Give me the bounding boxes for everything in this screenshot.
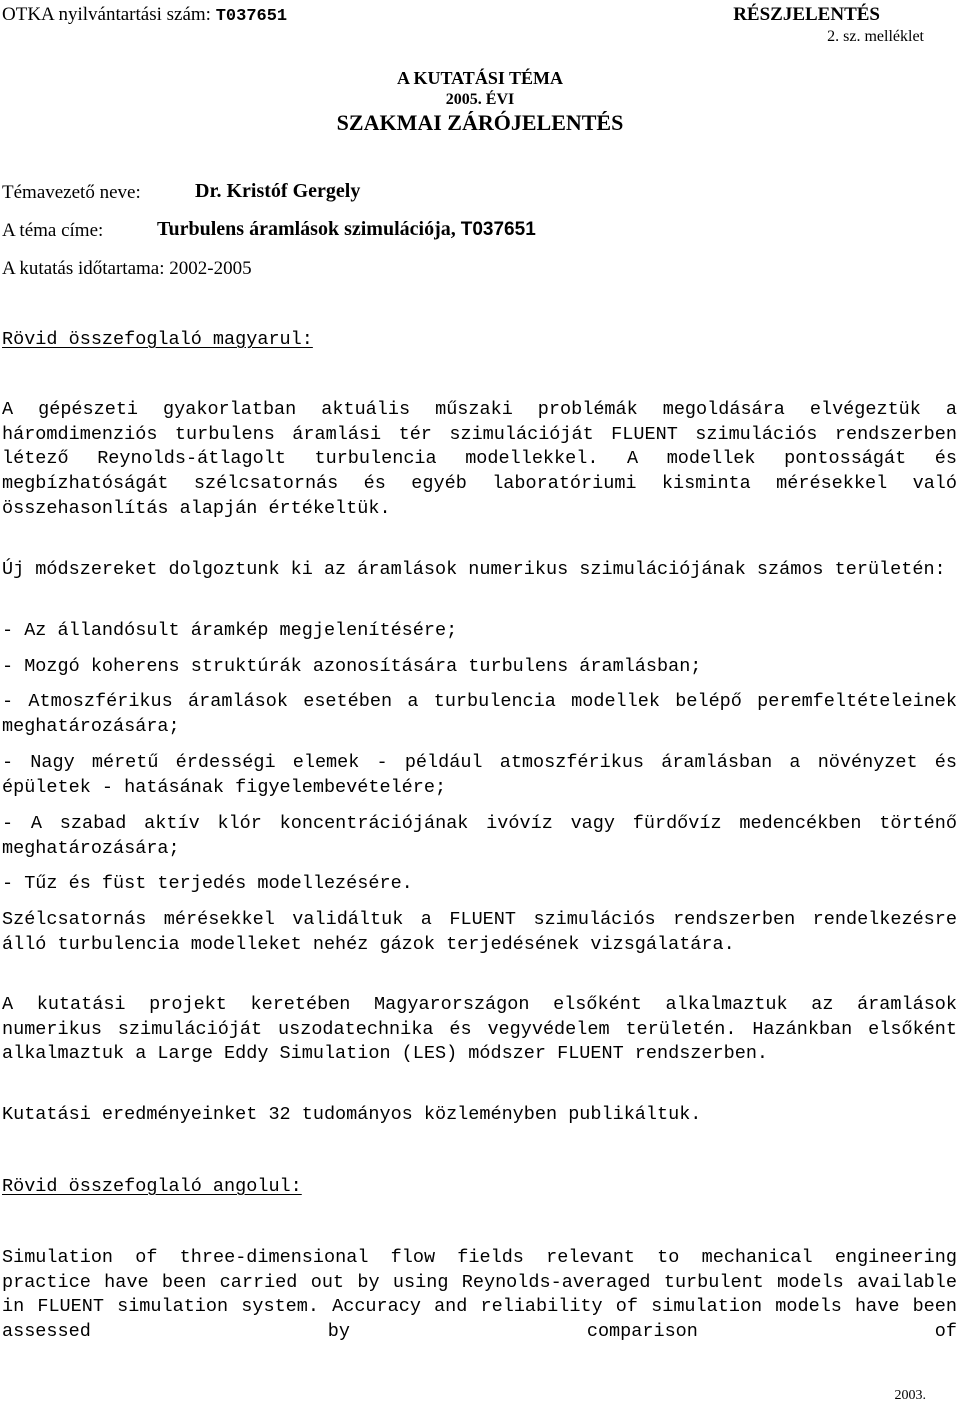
summary-hu-heading: Rövid összefoglaló magyarul: (2, 329, 313, 350)
report-title-line3: SZAKMAI ZÁRÓJELENTÉS (336, 110, 624, 135)
footer-year: 2003. (894, 1388, 926, 1403)
supervisor-name: Dr. Kristóf Gergely (195, 180, 361, 202)
report-type: RÉSZJELENTÉS (733, 4, 880, 25)
report-title-line1: A KUTATÁSI TÉMA (396, 68, 564, 88)
summary-hu-intro: A gépészeti gyakorlatban aktuális műszaki problémák megoldására elvégeztük a háromdimenziós turbulens áramlási tér szimulációját FLUENT szimulációs rendszerben létező Reynolds-átlagolt turbulencia modellekkel. A modellek pontosságát és megbízhatóságát szélcsatornás és egyéb laboratóriumi kisminta mérésekkel való összehasonlítás alapján értékeltük. (2, 399, 957, 519)
topic-title (157, 218, 536, 241)
method-list-item: - Az állandósult áramkép megjelenítésére; (2, 620, 458, 641)
summary-en-text: Simulation of three-dimensional flow fields relevant to mechanical engineering practice have been carried out by using Reynolds-averaged turbulent models available in FLUENT simulation system. Accuracy and reliability of simulation models have been assessed by comparison of (2, 1247, 957, 1343)
summary-hu-validation: Szélcsatornás mérésekkel validáltuk a FLUENT szimulációs rendszerben rendelkezésre álló turbulencia modelleket nehéz gázok terjedésének vizsgálatára. (2, 909, 957, 955)
method-list-item: - A szabad aktív klór koncentrációjának ivóvíz vagy fürdővíz medencékben történő meghatározására; (2, 813, 957, 859)
otka-id-code: T037651 (215, 7, 288, 26)
summary-hu-methods-intro: Új módszereket dolgoztunk ki az áramlások numerikus szimulációjának számos területén: (2, 559, 946, 580)
method-list-item: - Atmoszférikus áramlások esetében a turbulencia modellek belépő peremfeltételeinek meghatározására; (2, 691, 957, 737)
method-list-item: - Mozgó koherens struktúrák azonosítására turbulens áramlásban; (2, 656, 702, 677)
topic-title-code: T037651 (460, 219, 536, 240)
summary-en-heading: Rövid összefoglaló angolul: (2, 1176, 302, 1197)
supervisor-label: Témavezető neve: (2, 182, 141, 203)
summary-hu-project: A kutatási projekt keretében Magyarországon elsőként alkalmaztuk az áramlások numerikus szimulációját uszodatechnika és vegyvédelem területén. Hazánkban elsőként alkalmaztuk a Large Eddy Simulation (LES) módszer FLUENT rendszerben. (2, 994, 957, 1065)
annex-number: 2. sz. melléklet (827, 28, 924, 45)
method-list-item: - Tűz és füst terjedés modellezésére. (2, 873, 413, 894)
summary-hu-publications: Kutatási eredményeinket 32 tudományos közleményben publikáltuk. (2, 1104, 702, 1125)
report-title-line2: 2005. ÉVI (445, 91, 515, 108)
topic-title-label: A téma címe: (2, 220, 104, 241)
otka-id-label: OTKA nyilvántartási szám: (2, 4, 216, 25)
topic-title-text: Turbulens áramlások szimulációja, (157, 218, 461, 240)
method-list-item: - Nagy méretű érdességi elemek - például atmoszférikus áramlásban a növényzet és épületek - hatásának figyelembevételére; (2, 752, 957, 798)
research-duration: A kutatás időtartama: 2002-2005 (2, 258, 252, 279)
otka-id-line (2, 4, 287, 26)
